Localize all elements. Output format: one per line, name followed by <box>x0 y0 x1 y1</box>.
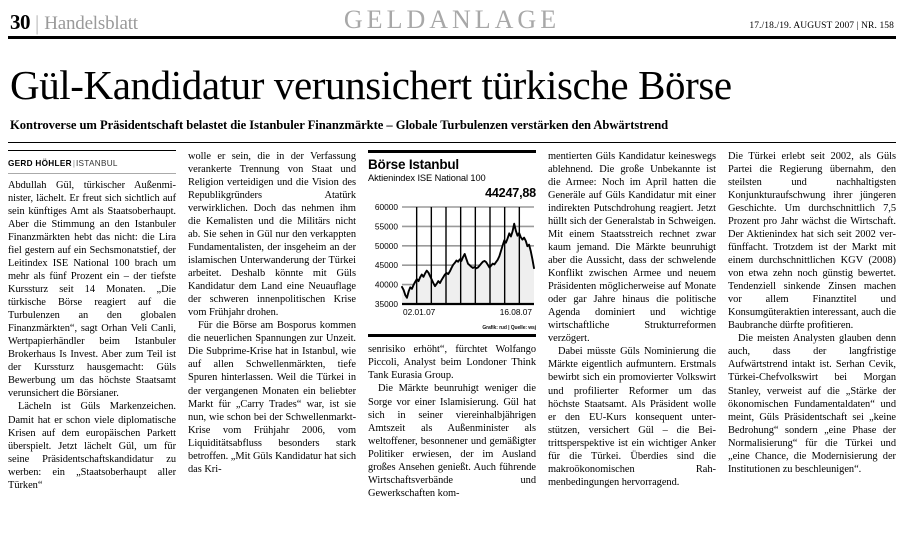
svg-text:45000: 45000 <box>374 260 398 271</box>
masthead-rule <box>8 36 896 39</box>
paragraph: Dabei müsste Güls Nominierung die Märkte eigentlich aufmuntern. Erstmals bewirbt sich ein promovierter Volkswirt und profilierter Reformer um das höchste Staatsamt. Als Präsident wolle er den EU-Kurs konsequent unterstützen, versichert Gül – die Beitrittsperspektive ist ein wichtiger Anker für die Türkei. Überdies sind die makroökonomischen Rahmenbedingungen hervorragend. <box>548 346 716 488</box>
svg-text:40000: 40000 <box>374 279 398 290</box>
svg-text:55000: 55000 <box>374 221 398 232</box>
svg-text:50000: 50000 <box>374 241 398 252</box>
section-title: GELDANLAGE <box>343 5 561 34</box>
page-title: Gül-Kandidatur verunsichert türkische Börse <box>10 62 732 108</box>
svg-text:02.01.07: 02.01.07 <box>403 307 436 318</box>
paragraph: wolle er sein, die in der Verfassung verankerte Trennung von Staat und Religion verteidigen und die Vision des Republikgründers Atatürk verwirklichen. Doch das nehmen ihm die Kemalisten und die Militärs nicht ab. Sie sehen in Gül nur den verkappten Fundamentalisten, der insgeheim an der islamischen Unterwanderung der Türkei arbeitet. Deshalb könnte mit Güls Kandidatur dem Land eine Neuauflage der schweren innenpolitischen Krise vom Frühjahr drohen. <box>188 150 356 319</box>
headline-rule <box>8 142 896 143</box>
chart-credit: Grafik: rud | Quelle: wsj <box>482 325 536 332</box>
paragraph: Die Märkte beunruhigt weniger die Sorge vor einer Islamisierung. Gül hat sich in seiner viereinhalbjährigen Amtszeit als Außenminister als weltoffener, besonnener und gemäßigter Politiker erwiesen, der im Ausland großes Ansehen genießt. Auch führende Wirtschaftsverbände und Gewerkschaften kom- <box>368 383 536 499</box>
article-column-1 <box>8 150 176 492</box>
byline-author: GERD HÖHLER <box>8 158 72 168</box>
chart-box <box>368 150 536 338</box>
paragraph: mentierten Güls Kandidatur keineswegs ablehnend. Die große Unbekannte ist die Armee: Noch im April hatten die Generäle auf Güls Kandidatur mit einer indirekten Putschdrohung reagiert. Jetzt hüllt sich der Generalstab in Schweigen. Mit einem Staatsstreich rechnet zwar kaum jemand. Die Märkte beunruhigt aber die Aussicht, dass der schwelende Konflikt zwischen Armee und neuem Präsidenten möglicherweise auf Monate oder gar Jahre hinaus die politische Agenda dominiert und wichtige wirtschaftliche Strukturreformen verzögert. <box>548 150 716 345</box>
issue-info: 17./18./19. AUGUST 2007 | NR. 158 <box>749 20 894 31</box>
masthead-left <box>10 12 138 33</box>
paragraph: Lächeln ist Güls Markenzeichen. Damit hat er schon viele diplomatische Krisen auf dem europäischen Parkett überspielt. Jetzt lächelt Gül, um für seine Präsidentschaftskandidatur zu werben: ein „Staatsoberhaupt aller Türken“ <box>8 401 176 491</box>
chart-subtitle: Aktienindex ISE National 100 <box>368 173 486 184</box>
chart-title: Börse Istanbul <box>368 156 459 172</box>
masthead-divider: | <box>35 11 40 35</box>
paragraph: Die meisten Analysten glauben denn auch, dass der langfristige Aufwärtstrend intakt ist. Serhan Cevik, Türkei-Chefvolkswirt bei Morgan Stanley, verweist auf die „Stärke der ökonomischen Fundamentaldaten“ und meint, Güls Präsidentschaft sei „keine Bedrohung“ sondern „eine Phase der Normalisierung“ für die Türkei und „eine Chance, die Modernisierung der Institutionen zu beschleunigen“. <box>728 333 896 475</box>
masthead <box>8 0 896 34</box>
paragraph: Für die Börse am Bosporus kommen die neuerlichen Spannungen zur Unzeit. Die Subprime-Krise hat in Istanbul, wie auf allen Schwellenmärkten, tiefe Spuren hinterlassen. Weil die Türkei in der vergangenen Monaten ein beliebter Markt für „Carry Trades“ war, ist sie nun, wie schon bei der Schwellenmarkt-Krise vom Frühjahr 2006, vom Liquiditätsabfluss besonders stark betroffen. „Mit Güls Kandidatur hat sich das Kri- <box>188 320 356 475</box>
headline-block <box>8 62 896 133</box>
paragraph: Die Türkei erlebt seit 2002, als Güls Partei die Regierung übernahm, den steilsten und nachhaltigsten Konjunkturaufschwung ihrer jüngeren Geschichte. Um durchschnittlich 7,5 Prozent pro Jahr wächst die Wirtschaft. Der Aktienindex hat sich seit 2002 verfünffacht. Trotzdem ist der Markt mit einem durchschnittlichen KGV (2008) von etwa zehn noch günstig bewertet. Tendenziell sinkende Zinsen machen vor allem Finanztitel und Konsumgüteraktien interessant, auch die Baubranche dürfte profitieren. <box>728 150 896 332</box>
index-line-chart <box>368 202 536 324</box>
article-column-2 <box>188 150 356 476</box>
svg-text:16.08.07: 16.08.07 <box>499 307 532 318</box>
article-body <box>8 150 896 500</box>
paper-name: Handelsblatt <box>44 13 138 34</box>
page-number: 30 <box>10 10 30 34</box>
byline-place: ISTANBUL <box>75 158 118 168</box>
byline <box>8 150 176 174</box>
article-column-5 <box>728 150 896 476</box>
paragraph: senrisiko erhöht“, fürchtet Wolfango Piccoli, Analyst beim Londoner Think Tank Eurasia Group. <box>368 344 536 382</box>
byline-separator: | <box>72 158 75 168</box>
article-column-4 <box>548 150 716 489</box>
paragraph: Abdullah Gül, türkischer Außenminister, lächelt. Er freut sich sichtlich auf sein künftiges Amt als Staatsoberhaupt. Aber die Stimmung an den Istanbuler Finanzmärkten hebt das nicht: die Lira fiel gestern auf ein Sechsmonatstief, der Leitindex ISE National 100 brach um mehr als fünf Prozent ein – der tiefste Kurssturz seit 14 Monaten. „Die türkische Börse reagiert auf die Turbulenzen an den globalen Finanzmärkten“, sagt Orhan Veli Canli, Wertpapierhändler beim Istanbuler Brokerhaus Is Invest. Aber zum Teil ist der Kurssturz hausgemacht: Güls Bewerbung um das höchste Staatsamt verunsichert die Börsianer. <box>8 179 176 400</box>
svg-text:60000: 60000 <box>374 202 398 213</box>
svg-text:35000: 35000 <box>374 299 398 310</box>
article-column-3 <box>368 150 536 500</box>
chart-current-value: 44247,88 <box>485 186 536 201</box>
chart-plot <box>368 202 536 324</box>
subheadline: Kontroverse um Präsidentschaft belastet die Istanbuler Finanzmärkte – Globale Turbulenzen verstärken den Abwärtstrend <box>10 117 669 132</box>
